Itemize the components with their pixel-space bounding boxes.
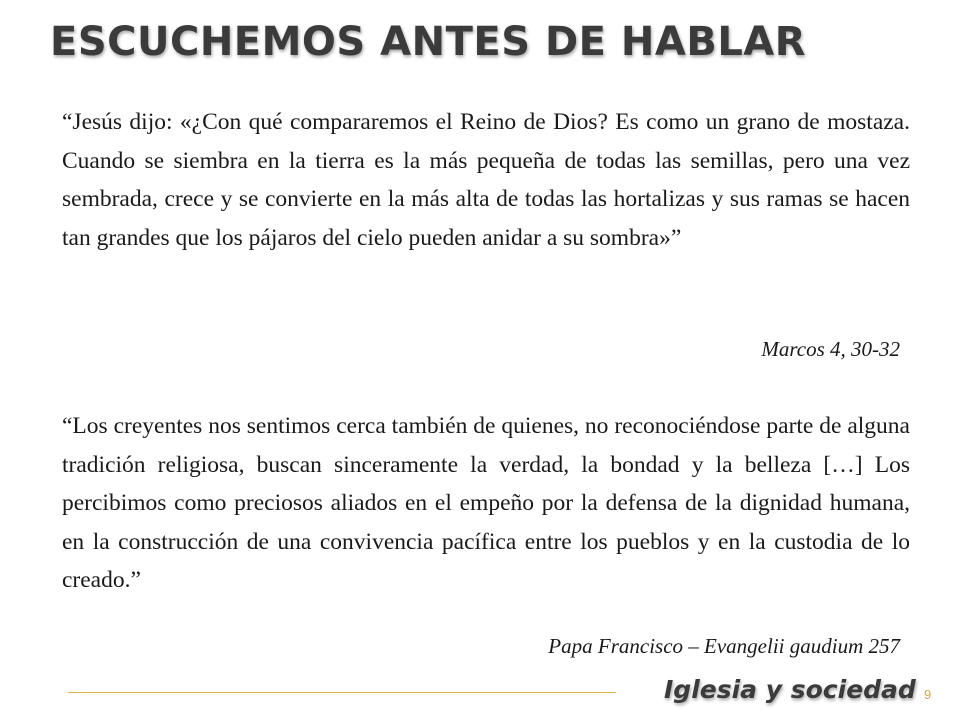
footer-brand: Iglesia y sociedad xyxy=(664,675,916,704)
pope-citation: Papa Francisco – Evangelii gaudium 257 xyxy=(548,634,900,658)
bible-quote: “Jesús dijo: «¿Con qué compararemos el Reino de Dios? Es como un grano de mostaza. Cuando se siembra en la tierra es la más pequeña de todas las semillas, pero una vez sembrada, crece y se convierte en la más alta de todas las hortalizas y sus ramas se hacen tan grandes que los pájaros del cielo pueden anidar a su sombra»” xyxy=(62,109,910,251)
bible-citation: Marcos 4, 30-32 xyxy=(761,337,900,361)
page-number: 9 xyxy=(924,687,932,702)
footer-divider xyxy=(68,692,616,693)
pope-quote: “Los creyentes nos sentimos cerca también de quienes, no reconociéndose parte de alguna tradición religiosa, buscan sinceramente la verdad, la bondad y la belleza […] Los percibimos como preciosos aliados en el empeño por la defensa de la dignidad humana, en la construcción de una convivencia pacífica entre los pueblos y en la custodia de lo creado.” xyxy=(62,413,910,594)
slide-title: ESCUCHEMOS ANTES DE HABLAR xyxy=(50,19,807,65)
